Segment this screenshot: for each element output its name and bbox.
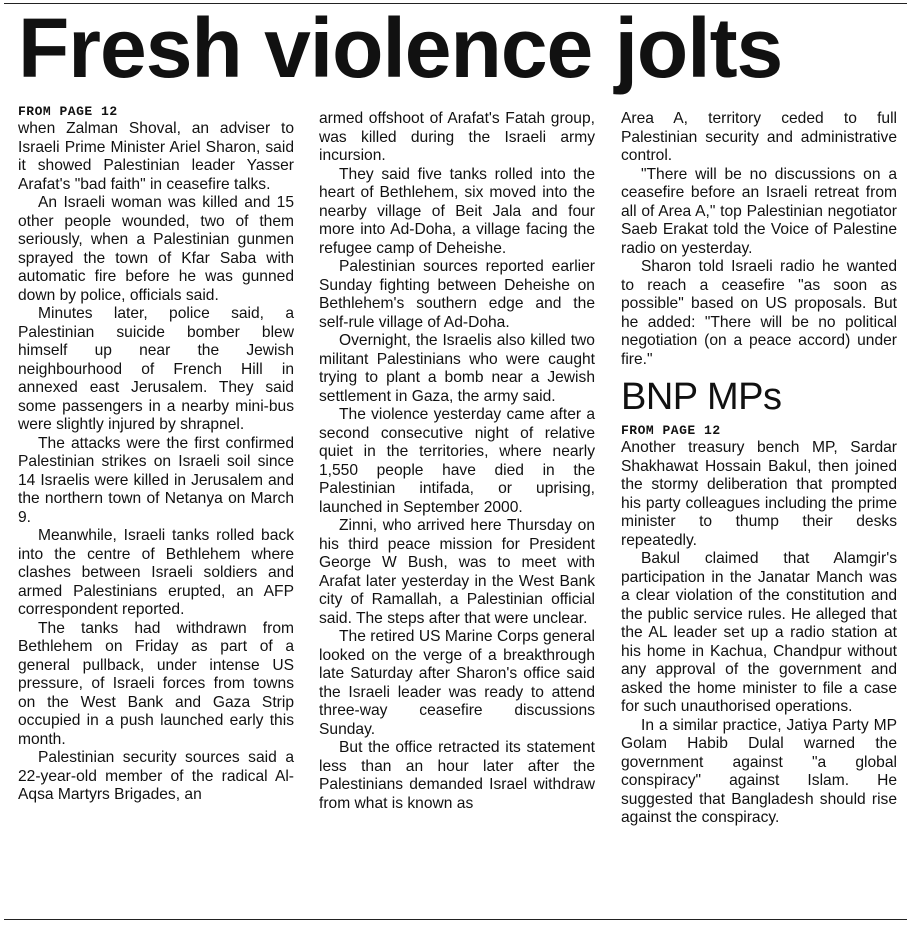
story2-headline: BNP MPs (621, 376, 782, 418)
bottom-rule (4, 919, 907, 920)
story1-column-2 (319, 110, 595, 813)
story1-column-1 (18, 104, 294, 805)
paragraph: "There will be no discussions on a ceasefire before an Israeli retreat from all of Area A," top Palestinian negotiator Saeb Erakat told the Voice of Palestine radio on yesterday. (621, 165, 897, 257)
paragraph: Bakul claimed that Alamgir's participation in the Janatar Manch was a clear violation of the constitution and the public service rules. He alleged that the AL leader set up a radio station at his home in Kachua, Chandpur without any approval of the government and asked the home minister to file a case for such unauthorised operations. (621, 550, 897, 715)
paragraph: An Israeli woman was killed and 15 other people wounded, two of them seriously, when a Palestinian gunmen sprayed the town of Kfar Saba with automatic fire before he was gunned down by police, officials said. (18, 194, 294, 304)
paragraph: Zinni, who arrived here Thursday on his third peace mission for President George W Bush, was to meet with Arafat later yesterday in the West Bank city of Ramallah, a Palestinian official said. The steps after that were unclear. (319, 517, 595, 627)
story1-continuation-label: FROM PAGE 12 (18, 104, 118, 119)
paragraph: Another treasury bench MP, Sardar Shakhawat Hossain Bakul, then joined the stormy deliberation that prompted his party colleagues including the prime minister to thump their desks repeatedly. (621, 439, 897, 549)
paragraph: Minutes later, police said, a Palestinian suicide bomber blew himself up near the Jewish neighbourhood of French Hill in annexed east Jerusalem. They said some passengers in a nearby mini-bus were slightly injured by shrapnel. (18, 305, 294, 433)
paragraph: The tanks had withdrawn from Bethlehem on Friday as part of a general pullback, under intense US pressure, of Israeli forces from towns on the West Bank and Gaza Strip occupied in a push launched early this month. (18, 619, 294, 748)
paragraph: The violence yesterday came after a second consecutive night of relative quiet in the territories, where nearly 1,550 people have died in the Palestinian intifada, or uprising, launched in September 2000. (319, 406, 595, 516)
paragraph: when Zalman Shoval, an adviser to Israeli Prime Minister Ariel Sharon, said it showed Palestinian leader Yasser Arafat's "bad faith" in ceasefire talks. (18, 120, 294, 193)
paragraph: Overnight, the Israelis also killed two militant Palestinians who were caught trying to plant a bomb near a Jewish settlement in Gaza, the army said. (319, 332, 595, 405)
story1-column-3 (621, 110, 897, 828)
paragraph: The retired US Marine Corps general looked on the verge of a breakthrough late Saturday after Sharon's office said the Israeli leader was ready to attend three-way ceasefire discussions Sunday. (319, 628, 595, 738)
paragraph: Meanwhile, Israeli tanks rolled back into the centre of Bethlehem where clashes between Israeli soldiers and armed Palestinians erupted, an AFP correspondent reported. (18, 527, 294, 618)
paragraph: Sharon told Israeli radio he wanted to reach a ceasefire "as soon as possible" based on US proposals. But he added: "There will be no political negotiation (on a peace accord) under fire." (621, 258, 897, 368)
paragraph: Area A, territory ceded to full Palestinian security and administrative control. (621, 110, 897, 164)
paragraph: Palestinian sources reported earlier Sunday fighting between Deheishe on Bethlehem's southern edge and the self-rule village of Ad-Doha. (319, 258, 595, 331)
paragraph: The attacks were the first confirmed Palestinian strikes on Israeli soil since 14 Israelis were killed in Jerusalem and the northern town of Netanya on March 9. (18, 434, 294, 526)
paragraph: armed offshoot of Arafat's Fatah group, was killed during the Israeli army incursion. (319, 110, 595, 164)
paragraph: Palestinian security sources said a 22-year-old member of the radical Al-Aqsa Martyrs Brigades, an (18, 749, 294, 803)
story2-continuation-label: FROM PAGE 12 (621, 423, 721, 438)
paragraph: They said five tanks rolled into the heart of Bethlehem, six moved into the nearby village of Beit Jala and four more into Ad-Doha, a village facing the refugee camp of Deheishe. (319, 165, 595, 257)
paragraph: In a similar practice, Jatiya Party MP Golam Habib Dulal warned the government against "a global conspiracy" against Islam. He suggested that Bangladesh should rise against the conspiracy. (621, 716, 897, 826)
paragraph: But the office retracted its statement less than an hour later after the Palestinians demanded Israel withdraw from what is known as (319, 739, 595, 812)
main-headline: Fresh violence jolts (18, 1, 783, 95)
